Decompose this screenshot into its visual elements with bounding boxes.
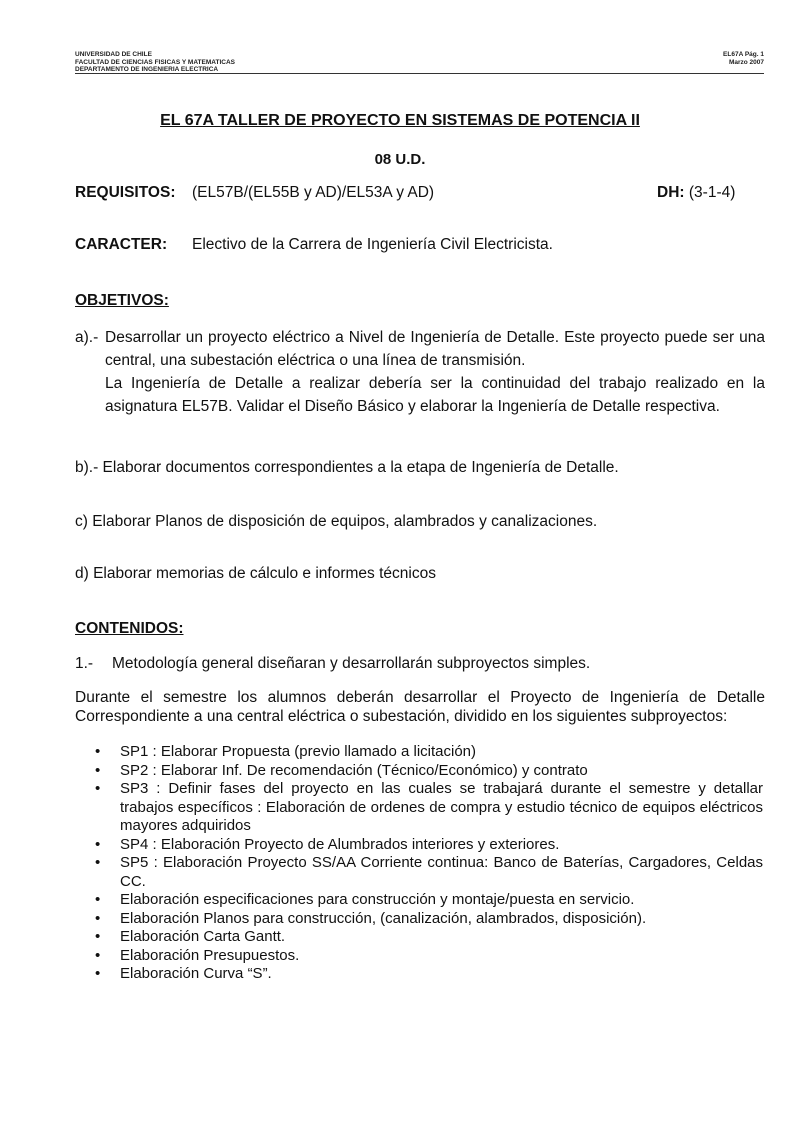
- bullet-icon: •: [95, 891, 101, 908]
- document-date: Marzo 2007: [728, 58, 764, 66]
- bullet-icon: •: [95, 761, 101, 779]
- contenido-item-1-number: 1.-: [75, 655, 94, 672]
- list-item-text: Elaboración Curva “S”.: [120, 965, 272, 982]
- objetivo-a-marker: a).-: [75, 329, 99, 346]
- dh-value: (3-1-4): [688, 184, 736, 201]
- objetivo-a-text-2: La Ingeniería de Detalle a realizar debería ser la continuidad del trabajo realizado en la asignatura EL57B. Validar el Diseño Básico y elaborar la Ingeniería de Detalle respectiva.: [105, 375, 765, 415]
- objetivos-heading: OBJETIVOS:: [75, 292, 169, 309]
- list-item-text: SP2 : Elaborar Inf. De recomendación (Técnico/Económico) y contrato: [120, 761, 588, 779]
- list-item: [95, 854, 763, 891]
- requisitos-label: REQUISITOS:: [75, 184, 176, 201]
- list-item: [95, 910, 763, 929]
- objetivo-a: [75, 326, 765, 418]
- subproject-list: [95, 743, 763, 984]
- course-title: EL 67A TALLER DE PROYECTO EN SISTEMAS DE POTENCIA II: [160, 112, 640, 129]
- dh-field: [657, 184, 735, 202]
- list-item: [95, 891, 763, 910]
- dh-label: DH:: [657, 184, 685, 201]
- list-item: [95, 947, 763, 966]
- list-item-text: SP4 : Elaboración Proyecto de Alumbrados interiores y exteriores.: [120, 835, 560, 853]
- page-reference: [723, 51, 764, 66]
- caracter-value: Electivo de la Carrera de Ingeniería Civil Electricista.: [192, 236, 553, 253]
- bullet-icon: •: [95, 854, 101, 871]
- list-item: [95, 965, 763, 984]
- requisitos-value: (EL57B/(EL55B y AD)/EL53A y AD): [192, 184, 435, 201]
- list-item: [95, 928, 763, 947]
- contenido-item-1: [75, 655, 591, 673]
- bullet-icon: •: [95, 743, 101, 760]
- list-item-text: SP5 : Elaboración Proyecto SS/AA Corriente continua: Banco de Baterías, Cargadores, Celdas CC.: [120, 854, 763, 890]
- list-item: [95, 836, 763, 855]
- department-name: DEPARTAMENTO DE INGENIERIA ELECTRICA: [75, 66, 219, 73]
- bullet-icon: •: [95, 928, 101, 945]
- faculty-name: FACULTAD DE CIENCIAS FISICAS Y MATEMATICAS: [75, 58, 235, 66]
- list-item-text: SP3 : Definir fases del proyecto en las cuales se trabajará durante el semestre y detallar trabajos específicos : Elaboración de ordenes de compra y estudio técnico de equipos eléctricos mayores adquiridos: [120, 780, 763, 834]
- objetivo-c: c) Elaborar Planos de disposición de equipos, alambrados y canalizaciones.: [75, 513, 598, 530]
- course-units: 08 U.D.: [374, 151, 426, 168]
- contenidos-heading: CONTENIDOS:: [75, 620, 184, 637]
- contenidos-intro: Durante el semestre los alumnos deberán desarrollar el Proyecto de Ingeniería de Detalle Correspondiente a una central eléctrica o subestación, dividido en los siguientes subproyectos:: [75, 689, 765, 725]
- contenido-item-1-text: Metodología general diseñaran y desarrollarán subproyectos simples.: [112, 655, 591, 672]
- header-divider: [75, 73, 764, 74]
- university-name: UNIVERSIDAD DE CHILE: [75, 51, 152, 58]
- bullet-icon: •: [95, 965, 101, 982]
- bullet-icon: •: [95, 780, 101, 797]
- list-item-text: SP1 : Elaborar Propuesta (previo llamado a licitación): [120, 743, 477, 760]
- bullet-icon: •: [95, 835, 101, 853]
- objetivo-a-text-1: Desarrollar un proyecto eléctrico a Nivel de Ingeniería de Detalle. Este proyecto puede ser una central, una subestación eléctrica o una línea de transmisión.: [105, 329, 765, 369]
- list-item: [95, 762, 763, 781]
- institution-header: [75, 51, 235, 74]
- list-item-text: Elaboración Planos para construcción, (canalización, alambrados, disposición).: [120, 909, 647, 927]
- page-number: EL67A Pág. 1: [723, 51, 764, 58]
- list-item-text: Elaboración Presupuestos.: [120, 946, 300, 964]
- objetivo-b: b).- Elaborar documentos correspondientes a la etapa de Ingeniería de Detalle.: [75, 459, 619, 476]
- objetivo-d: d) Elaborar memorias de cálculo e informes técnicos: [75, 565, 436, 582]
- caracter-label: CARACTER:: [75, 236, 168, 253]
- bullet-icon: •: [95, 946, 101, 964]
- bullet-icon: •: [95, 909, 101, 927]
- list-item: [95, 780, 763, 836]
- list-item-text: Elaboración especificaciones para construcción y montaje/puesta en servicio.: [120, 891, 635, 908]
- list-item: [95, 743, 763, 762]
- list-item-text: Elaboración Carta Gantt.: [120, 928, 286, 945]
